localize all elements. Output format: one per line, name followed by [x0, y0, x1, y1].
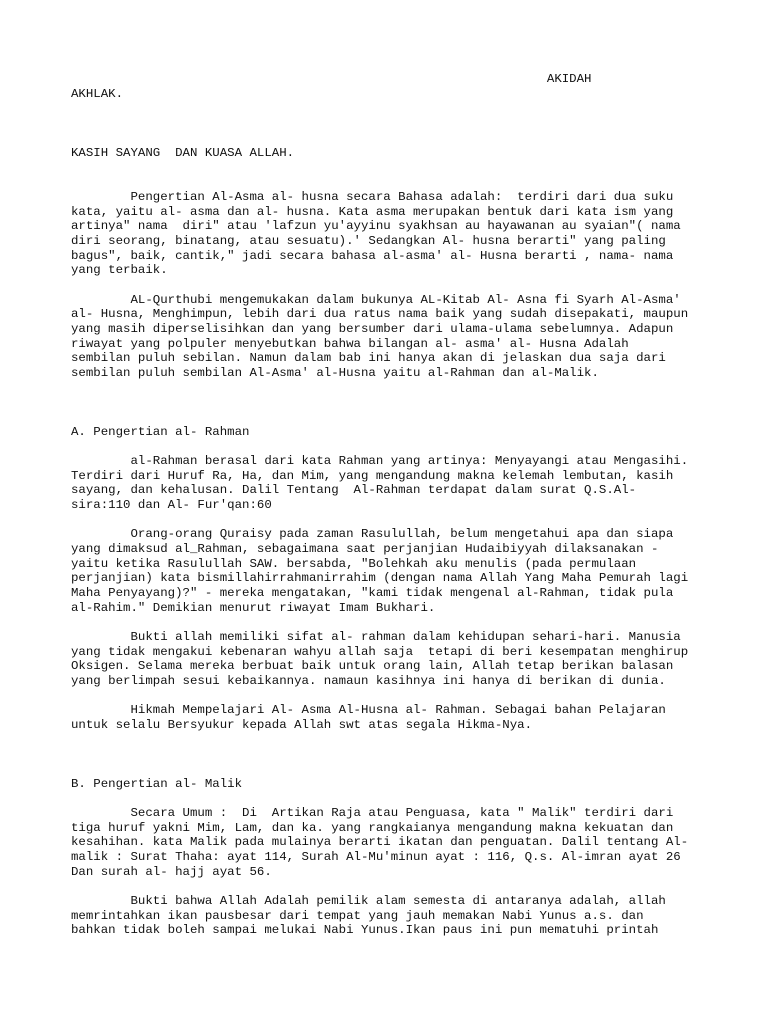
text-line: bahkan tidak boleh sampai melukai Nabi Yunus.Ikan paus ini pun mematuhi printah [71, 923, 659, 937]
text-line: kesahihan. kata Malik pada mulainya berarti ikatan dan penguatan. Dalil tentang Al- [71, 835, 689, 849]
section-heading-malik: B. Pengertian al- Malik [71, 777, 243, 791]
text-line: perjanjian) kata bismillahirrahmanirrahim (dengan nama Allah Yang Maha Pemurah lagi [71, 571, 689, 585]
text-line: yang terbaik. [71, 263, 168, 277]
text-line: sayang, dan kehalusan. Dalil Tentang Al-Rahman terdapat dalam surat Q.S.Al- [71, 483, 637, 497]
text-line: Pengertian Al-Asma al- husna secara Bahasa adalah: terdiri dari dua suku [71, 190, 674, 204]
text-line: Hikmah Mempelajari Al- Asma Al-Husna al- Rahman. Sebagai bahan Pelajaran [71, 703, 666, 717]
text-line: al- Husna, Menghimpun, lebih dari dua ratus nama baik yang sudah disepakati, maupun [71, 307, 689, 321]
text-line: riwayat yang polpuler menyebutkan bahwa bilangan al- asma' al- Husna Adalah [71, 337, 629, 351]
text-line: yang dimaksud al_Rahman, sebagaimana saat perjanjian Hudaibiyyah dilaksanakan - [71, 542, 659, 556]
document-title: KASIH SAYANG DAN KUASA ALLAH. [71, 146, 295, 160]
text-line: Dan surah al- hajj ayat 56. [71, 865, 272, 879]
text-line: AL-Qurthubi mengemukakan dalam bukunya AL-Kitab Al- Asna fi Syarh Al-Asma' [71, 293, 681, 307]
text-line: artinya" nama diri" atau 'lafzun yu'ayyinu syakhsan au hayawanan au syaian"( nama [71, 219, 681, 233]
text-line: tiga huruf yakni Mim, Lam, dan ka. yang rangkaianya mengandung makna kekuatan dan [71, 821, 674, 835]
text-line: yaitu ketika Rasulullah SAW. bersabda, "Bolehkah aku menulis (pada permulaan [71, 557, 637, 571]
text-line: Oksigen. Selama mereka berbuat baik untuk orang lain, Allah tetap berikan balasan [71, 659, 674, 673]
text-line: yang masih diperselisihkan dan yang bersumber dari ulama-ulama sebelumnya. Adapun [71, 322, 674, 336]
text-line: memrintahkan ikan pausbesar dari tempat yang jauh memakan Nabi Yunus a.s. dan [71, 909, 644, 923]
text-line: Bukti allah memiliki sifat al- rahman dalam kehidupan sehari-hari. Manusia [71, 630, 681, 644]
text-line: Maha Penyayang)?" - mereka mengatakan, "kami tidak mengenal al-Rahman, tidak pula [71, 586, 674, 600]
text-line: sira:110 dan Al- Fur'qan:60 [71, 498, 272, 512]
text-line: Bukti bahwa Allah Adalah pemilik alam semesta di antaranya adalah, allah [71, 894, 666, 908]
text-line: yang tidak mengakui kebenaran wahyu allah saja tetapi di beri kesempatan menghirup [71, 645, 689, 659]
text-line: al-Rahim." Demikian menurut riwayat Imam Bukhari. [71, 601, 436, 615]
text-line: Orang-orang Quraisy pada zaman Rasulullah, belum mengetahui apa dan siapa [71, 527, 674, 541]
header-line-2: AKHLAK. [71, 87, 124, 101]
text-line: malik : Surat Thaha: ayat 114, Surah Al-Mu'minun ayat : 116, Q.s. Al-imran ayat 26 [71, 850, 681, 864]
text-line: sembilan puluh sembilan Al-Asma' al-Husna yaitu al-Rahman dan al-Malik. [71, 366, 599, 380]
text-line: sembilan puluh sebilan. Namun dalam bab ini hanya akan di jelaskan dua saja dari [71, 351, 666, 365]
text-line: Terdiri dari Huruf Ra, Ha, dan Mim, yang mengandung makna kelemah lembutan, kasih [71, 469, 674, 483]
text-line: bagus", baik, cantik," jadi secara bahasa al-asma' al- Husna berarti , nama- nama [71, 249, 674, 263]
text-line: diri seorang, binatang, atau sesuatu).' Sedangkan Al- husna berarti" yang paling [71, 234, 666, 248]
text-line: yang berlimpah sesui kebaikannya. namaun kasihnya ini hanya di berikan di dunia. [71, 674, 666, 688]
header-line-1: AKIDAH [71, 72, 592, 86]
text-line: Secara Umum : Di Artikan Raja atau Penguasa, kata " Malik" terdiri dari [71, 806, 674, 820]
text-line: al-Rahman berasal dari kata Rahman yang artinya: Menyayangi atau Mengasihi. [71, 454, 689, 468]
text-line: untuk selalu Bersyukur kepada Allah swt atas segala Hikma-Nya. [71, 718, 533, 732]
text-line: kata, yaitu al- asma dan al- husna. Kata asma merupakan bentuk dari kata ism yang [71, 205, 674, 219]
section-heading-rahman: A. Pengertian al- Rahman [71, 425, 250, 439]
